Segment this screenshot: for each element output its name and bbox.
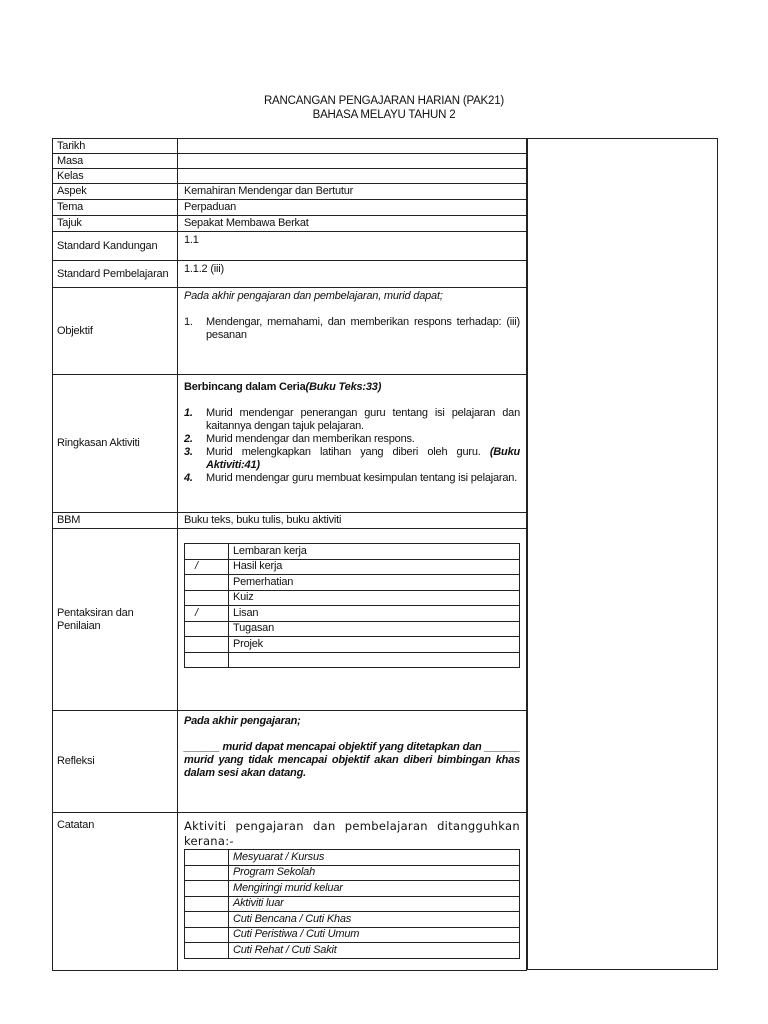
label-bbm: BBM xyxy=(53,513,178,529)
label-tema: Tema xyxy=(53,200,178,216)
aktiviti-item-text: Murid mendengar penerangan guru tentang isi pelajaran dan kaitannya dengan tajuk pelajaran. xyxy=(206,407,520,432)
catatan-label: Cuti Peristiwa / Cuti Umum xyxy=(229,927,520,943)
value-ringkasan-aktiviti xyxy=(178,375,527,513)
aktiviti-item-number: 4. xyxy=(184,472,193,484)
row-refleksi xyxy=(53,711,527,813)
checklist-mark[interactable] xyxy=(185,621,229,637)
aktiviti-list xyxy=(184,407,520,485)
row-standard-pembelajaran xyxy=(53,261,527,288)
checklist-label xyxy=(229,652,520,668)
value-standard-pembelajaran: 1.1.2 (iii) xyxy=(178,261,527,288)
aktiviti-item-number: 1. xyxy=(184,407,193,419)
catatan-checklist xyxy=(184,849,520,959)
catatan-mark[interactable] xyxy=(185,927,229,943)
aktiviti-item-4 xyxy=(184,472,520,485)
value-tarikh[interactable] xyxy=(178,139,527,154)
row-tema xyxy=(53,200,527,216)
document-title: RANCANGAN PENGAJARAN HARIAN (PAK21) xyxy=(263,95,505,107)
catatan-mark[interactable] xyxy=(185,896,229,912)
value-kelas[interactable] xyxy=(178,169,527,184)
catatan-heading-continued: kerana:- xyxy=(184,834,234,848)
catatan-label: Mesyuarat / Kursus xyxy=(229,850,520,866)
label-aspek: Aspek xyxy=(53,184,178,200)
aktiviti-item-3 xyxy=(184,446,520,472)
checklist-row xyxy=(185,575,520,591)
value-refleksi xyxy=(178,711,527,813)
value-masa[interactable] xyxy=(178,154,527,169)
checklist-row xyxy=(185,606,520,622)
aktiviti-item-text: Murid mendengar dan memberikan respons. xyxy=(206,433,415,445)
catatan-label: Mengiringi murid keluar xyxy=(229,881,520,897)
value-bbm: Buku teks, buku tulis, buku aktiviti xyxy=(178,513,527,529)
row-tajuk xyxy=(53,216,527,232)
value-catatan xyxy=(178,813,527,971)
notes-side-column[interactable] xyxy=(527,138,718,970)
label-tarikh: Tarikh xyxy=(53,139,178,154)
row-bbm xyxy=(53,513,527,529)
row-aspek xyxy=(53,184,527,200)
row-pentaksiran xyxy=(53,529,527,711)
label-standard-pembelajaran: Standard Pembelajaran xyxy=(53,261,178,288)
checklist-label: Kuiz xyxy=(229,590,520,606)
aktiviti-heading xyxy=(184,381,520,394)
document-subtitle: BAHASA MELAYU TAHUN 2 xyxy=(312,109,456,121)
aktiviti-item-1 xyxy=(184,407,520,433)
value-objektif xyxy=(178,288,527,375)
catatan-label: Program Sekolah xyxy=(229,865,520,881)
row-tarikh xyxy=(53,139,527,154)
objektif-item xyxy=(184,316,520,342)
aktiviti-heading-text: Berbincang dalam Ceria xyxy=(184,381,306,393)
catatan-label: Aktiviti luar xyxy=(229,896,520,912)
value-aspek: Kemahiran Mendengar dan Bertutur xyxy=(178,184,527,200)
label-tajuk: Tajuk xyxy=(53,216,178,232)
label-standard-kandungan: Standard Kandungan xyxy=(53,232,178,261)
catatan-row xyxy=(185,881,520,897)
checklist-mark[interactable] xyxy=(185,652,229,668)
aktiviti-heading-ref: (Buku Teks:33) xyxy=(305,381,382,393)
checklist-mark[interactable] xyxy=(185,637,229,653)
document-title-block xyxy=(0,94,768,122)
aktiviti-item-text-block xyxy=(206,446,520,472)
catatan-row xyxy=(185,927,520,943)
checklist-label: Lembaran kerja xyxy=(229,544,520,560)
checklist-label: Projek xyxy=(229,637,520,653)
row-objektif xyxy=(53,288,527,375)
aktiviti-item-ref: (Buku Aktiviti:41) xyxy=(206,446,521,471)
catatan-row xyxy=(185,850,520,866)
checklist-mark[interactable]: / xyxy=(185,559,229,575)
objektif-intro: Pada akhir pengajaran dan pembelajaran, murid dapat; xyxy=(184,290,443,302)
aktiviti-item-2 xyxy=(184,433,520,446)
checklist-mark[interactable] xyxy=(185,590,229,606)
row-ringkasan-aktiviti xyxy=(53,375,527,513)
objektif-list xyxy=(184,316,520,342)
catatan-row xyxy=(185,896,520,912)
label-ringkasan-aktiviti: Ringkasan Aktiviti xyxy=(53,375,178,513)
checklist-row xyxy=(185,544,520,560)
checklist-row xyxy=(185,637,520,653)
label-objektif: Objektif xyxy=(53,288,178,375)
catatan-mark[interactable] xyxy=(185,865,229,881)
catatan-row xyxy=(185,943,520,959)
objektif-item-text: Mendengar, memahami, dan memberikan respons terhadap: (iii) pesanan xyxy=(206,316,520,341)
checklist-label: Hasil kerja xyxy=(229,559,520,575)
label-kelas: Kelas xyxy=(53,169,178,184)
catatan-mark[interactable] xyxy=(185,912,229,928)
catatan-label: Cuti Bencana / Cuti Khas xyxy=(229,912,520,928)
catatan-mark[interactable] xyxy=(185,881,229,897)
checklist-mark[interactable] xyxy=(185,544,229,560)
checklist-label: Lisan xyxy=(229,606,520,622)
checklist-row xyxy=(185,590,520,606)
row-kelas xyxy=(53,169,527,184)
lesson-plan-table xyxy=(52,138,527,971)
value-standard-kandungan: 1.1 xyxy=(178,232,527,261)
label-masa: Masa xyxy=(53,154,178,169)
aktiviti-item-number: 3. xyxy=(184,446,193,458)
catatan-row xyxy=(185,912,520,928)
checklist-mark[interactable]: / xyxy=(185,606,229,622)
catatan-mark[interactable] xyxy=(185,943,229,959)
checklist-row xyxy=(185,559,520,575)
catatan-row xyxy=(185,865,520,881)
row-masa xyxy=(53,154,527,169)
checklist-label: Pemerhatian xyxy=(229,575,520,591)
catatan-heading: Aktiviti pengajaran dan pembelajaran ditangguhkan xyxy=(184,819,520,833)
label-catatan: Catatan xyxy=(53,813,178,971)
value-tajuk: Sepakat Membawa Berkat xyxy=(178,216,527,232)
checklist-row xyxy=(185,652,520,668)
aktiviti-item-number: 2. xyxy=(184,433,193,445)
row-catatan xyxy=(53,813,527,971)
value-pentaksiran xyxy=(178,529,527,711)
checklist-row xyxy=(185,621,520,637)
label-pentaksiran: Pentaksiran dan Penilaian xyxy=(53,529,178,711)
catatan-label: Cuti Rehat / Cuti Sakit xyxy=(229,943,520,959)
aktiviti-item-text: Murid melengkapkan latihan yang diberi oleh guru. xyxy=(206,446,481,458)
row-standard-kandungan xyxy=(53,232,527,261)
objektif-item-number: 1. xyxy=(184,316,193,328)
label-refleksi: Refleksi xyxy=(53,711,178,813)
value-tema: Perpaduan xyxy=(178,200,527,216)
catatan-mark[interactable] xyxy=(185,850,229,866)
aktiviti-item-text: Murid mendengar guru membuat kesimpulan tentang isi pelajaran. xyxy=(206,472,518,484)
checklist-mark[interactable] xyxy=(185,575,229,591)
refleksi-intro: Pada akhir pengajaran; xyxy=(184,715,301,727)
refleksi-text: ______ murid dapat mencapai objektif yang ditetapkan dan ______ murid yang tidak mencapai objektif akan diberi bimbingan khas dalam sesi akan datang. xyxy=(184,741,520,779)
checklist-label: Tugasan xyxy=(229,621,520,637)
pentaksiran-checklist xyxy=(184,543,520,668)
